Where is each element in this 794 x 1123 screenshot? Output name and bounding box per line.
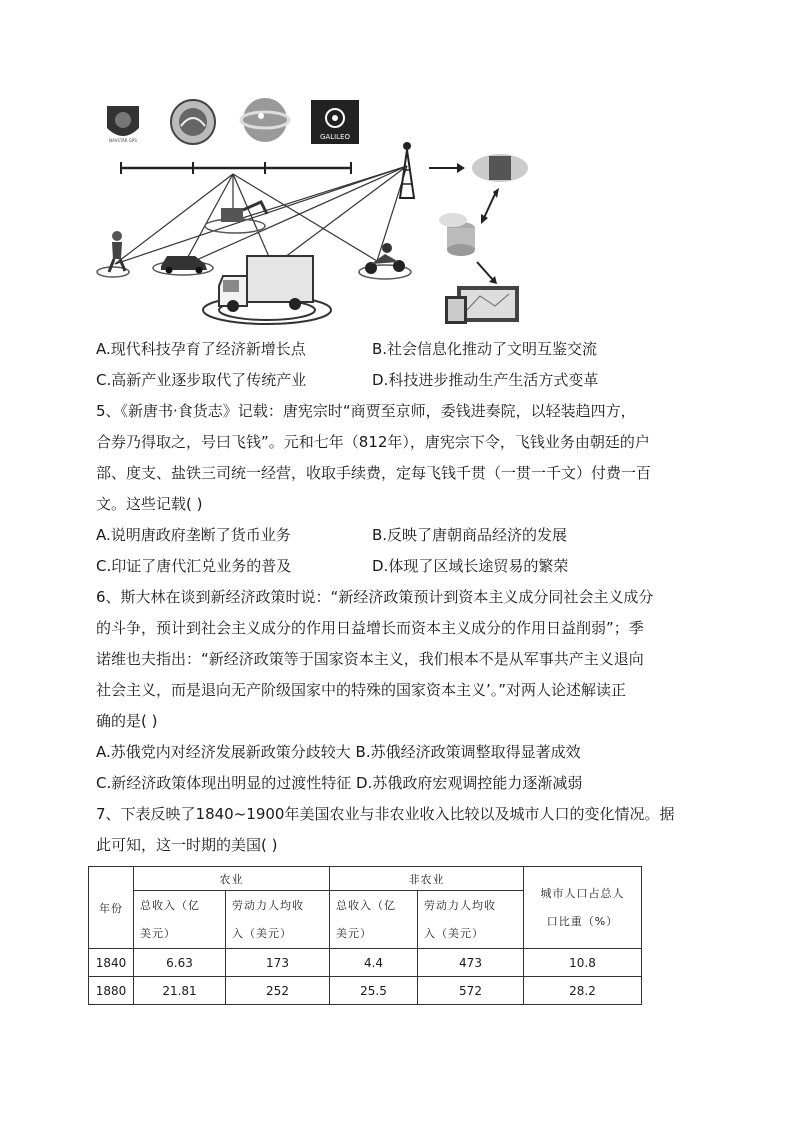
nonagri-total-cell: 25.5	[330, 977, 418, 1005]
header-text: 劳动力人均收	[424, 898, 496, 912]
header-text: 入（美元）	[232, 926, 292, 940]
nonagri-per-cell: 572	[418, 977, 524, 1005]
agriculture-header: 农业	[134, 867, 330, 891]
non-agriculture-header: 非农业	[330, 867, 524, 891]
q5-stem-line-1: 5、《新唐书·食货志》记载：唐宪宗时“商贾至京师，委钱进奏院，以轻装趋四方，	[96, 402, 636, 420]
year-header: 年份	[89, 867, 134, 949]
agri-total-income-header	[134, 891, 226, 949]
q6-stem-line-3: 诺维也夫指出：“新经济政策等于国家资本主义，我们根本不是从军事共产主义退向	[96, 650, 644, 668]
svg-text:NAVSTAR GPS: NAVSTAR GPS	[109, 138, 137, 143]
header-text: 美元）	[140, 926, 176, 940]
table-row	[89, 977, 642, 1005]
header-text: 美元）	[336, 926, 372, 940]
q6-stem-line-2: 的斗争，预计到社会主义成分的作用日益增长而资本主义成分的作用日益削弱”；季	[96, 619, 644, 637]
q5-option-c: C.印证了唐代汇兑业务的普及	[96, 557, 292, 575]
agri-per-labor-header	[226, 891, 330, 949]
agri-per-cell: 173	[226, 949, 330, 977]
urban-share-cell: 28.2	[524, 977, 642, 1005]
year-cell: 1880	[89, 977, 134, 1005]
nonagri-total-cell: 4.4	[330, 949, 418, 977]
q4-option-b: B.社会信息化推动了文明互鉴交流	[372, 340, 598, 358]
q4-option-c: C.高新产业逐步取代了传统产业	[96, 371, 307, 389]
q7-stem-line-2: 此可知，这一时期的美国( )	[96, 836, 278, 854]
header-text: 总收入（亿	[140, 898, 200, 912]
q7-stem-line-1: 7、下表反映了1840~1900年美国农业与非农业收入比较以及城市人口的变化情况。据	[96, 805, 675, 823]
q6-options-ab: A.苏俄党内对经济发展新政策分歧较大 B.苏俄经济政策调整取得显著成效	[96, 743, 581, 761]
q4-option-d: D.科技进步推动生产生活方式变革	[372, 371, 599, 389]
urban-share-cell: 10.8	[524, 949, 642, 977]
header-text: 总收入（亿	[336, 898, 396, 912]
header-text: 劳动力人均收	[232, 898, 304, 912]
nonagri-total-income-header	[330, 891, 418, 949]
galileo-logo-icon	[311, 100, 359, 144]
q5-stem-line-3: 部、度支、盐铁三司统一经营，收取手续费，定每飞钱千贯（一贯一千文）付费一百	[96, 464, 652, 482]
q6-stem-line-1: 6、斯大林在谈到新经济政策时说：“新经济政策预计到资本主义成分同社会主义成分	[96, 588, 654, 606]
q4-option-a: A.现代科技孕育了经济新增长点	[96, 340, 306, 358]
glonass-logo-icon	[171, 100, 215, 144]
svg-text:GALILEO: GALILEO	[319, 133, 351, 141]
q5-stem-line-4: 文。这些记载( )	[96, 495, 203, 513]
q5-option-d: D.体现了区域长途贸易的繁荣	[372, 557, 569, 575]
header-text: 入（美元）	[424, 926, 484, 940]
q6-stem-line-4: 社会主义，而是退向无产阶级国家中的特殊的国家资本主义’。”对两人论述解读正	[96, 681, 627, 699]
q6-options-cd: C.新经济政策体现出明显的过渡性特征 D.苏俄政府宏观调控能力逐渐减弱	[96, 774, 583, 792]
q6-stem-line-5: 确的是( )	[96, 712, 158, 730]
gps-logo-icon	[107, 106, 139, 143]
navigation-illustration	[95, 96, 535, 328]
q5-stem-line-2: 合券乃得取之，号曰飞钱”。元和七年（812年），唐宪宗下令，飞钱业务由朝廷的户	[96, 433, 650, 451]
nonagri-per-labor-header	[418, 891, 524, 949]
year-cell: 1840	[89, 949, 134, 977]
urban-header-line-2: 口比重（%）	[546, 914, 619, 928]
q7-data-table	[88, 866, 642, 1005]
nonagri-per-cell: 473	[418, 949, 524, 977]
urban-header-line-1: 城市人口占总人	[540, 886, 625, 900]
cloud-server-icon	[472, 154, 528, 182]
urban-population-header	[524, 867, 642, 949]
agri-per-cell: 252	[226, 977, 330, 1005]
agri-total-cell: 6.63	[134, 949, 226, 977]
agri-total-cell: 21.81	[134, 977, 226, 1005]
table-row	[89, 949, 642, 977]
q5-option-a: A.说明唐政府垄断了货币业务	[96, 526, 291, 544]
q5-option-b: B.反映了唐朝商品经济的发展	[372, 526, 568, 544]
